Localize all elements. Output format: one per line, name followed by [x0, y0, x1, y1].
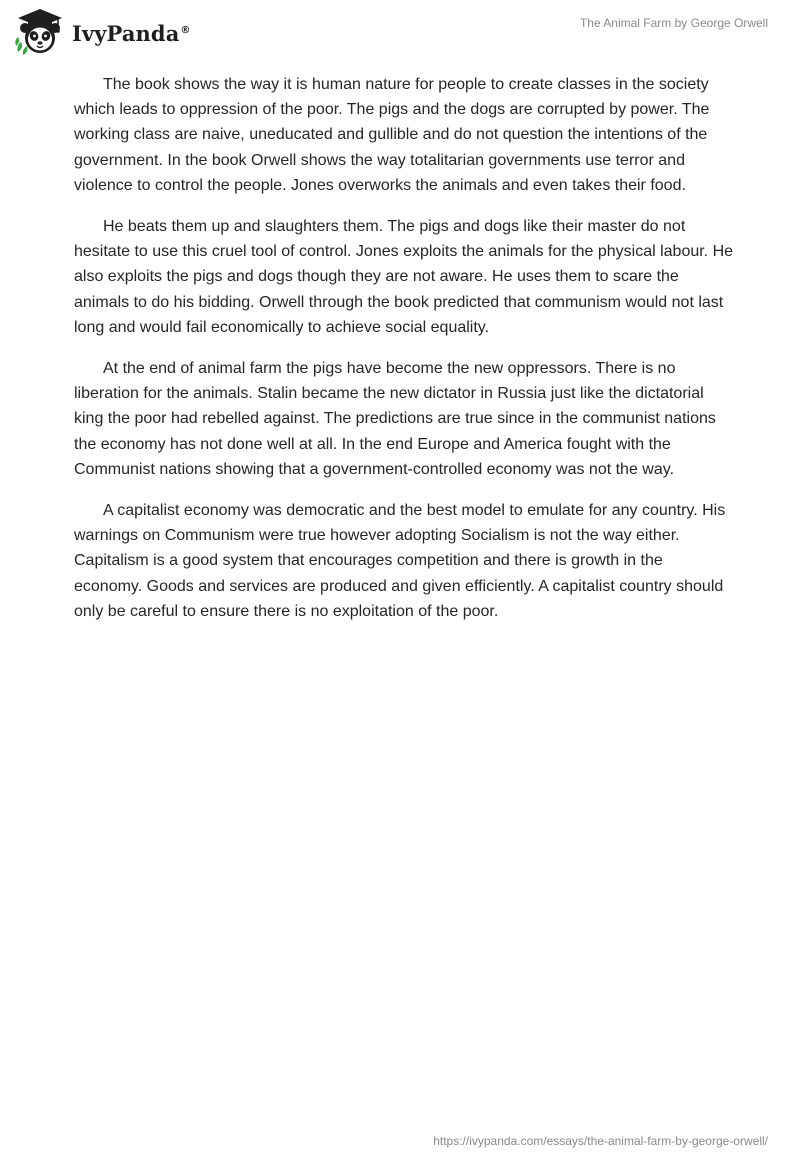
source-url[interactable]: https://ivypanda.com/essays/the-animal-farm-by-george-orwell/: [433, 1134, 768, 1148]
brand-name: IvyPanda®: [72, 20, 191, 46]
paragraph-2: He beats them up and slaughters them. The pigs and dogs like their master do not hesitate to use this cruel tool of control. Jones exploits the animals for the physical labour. He also exploits the pigs and dogs though they are not aware. He uses them to scare the animals to do his bidding. Orwell through the book predicted that communism would not last long and would fail economically to achieve social equality.: [74, 218, 734, 336]
paragraph-3: At the end of animal farm the pigs have become the new oppressors. There is no liberation for the animals. Stalin became the new dictator in Russia just like the dictatorial king the poor had rebelled against. The predictions are true since in the communist nations the economy has not done well at all. In the end Europe and America fought with the Communist nations showing that a government-controlled economy was not the way.: [74, 360, 716, 478]
ivypanda-logo[interactable]: [14, 8, 191, 56]
essay-body: [74, 72, 734, 640]
panda-graduate-icon: [14, 8, 66, 56]
registered-mark: ®: [180, 24, 191, 36]
document-title: The Animal Farm by George Orwell: [579, 16, 768, 30]
paragraph-4: A capitalist economy was democratic and the best model to emulate for any country. His warnings on Communism were true however adopting Socialism is not the way either. Capitalism is a good system that encourages competition and there is growth in the economy. Goods and services are produced and given efficiently. A capitalist country should only be careful to ensure there is no exploitation of the poor.: [74, 502, 726, 620]
page-header: [0, 0, 800, 60]
paragraph-1: The book shows the way it is human nature for people to create classes in the society which leads to oppression of the poor. The pigs and the dogs are corrupted by power. The working class are naive, uneducated and gullible and do not question the intentions of the government. In the book Orwell shows the way totalitarian governments use terror and violence to control the people. Jones overworks the animals and even takes their food.: [74, 76, 710, 194]
